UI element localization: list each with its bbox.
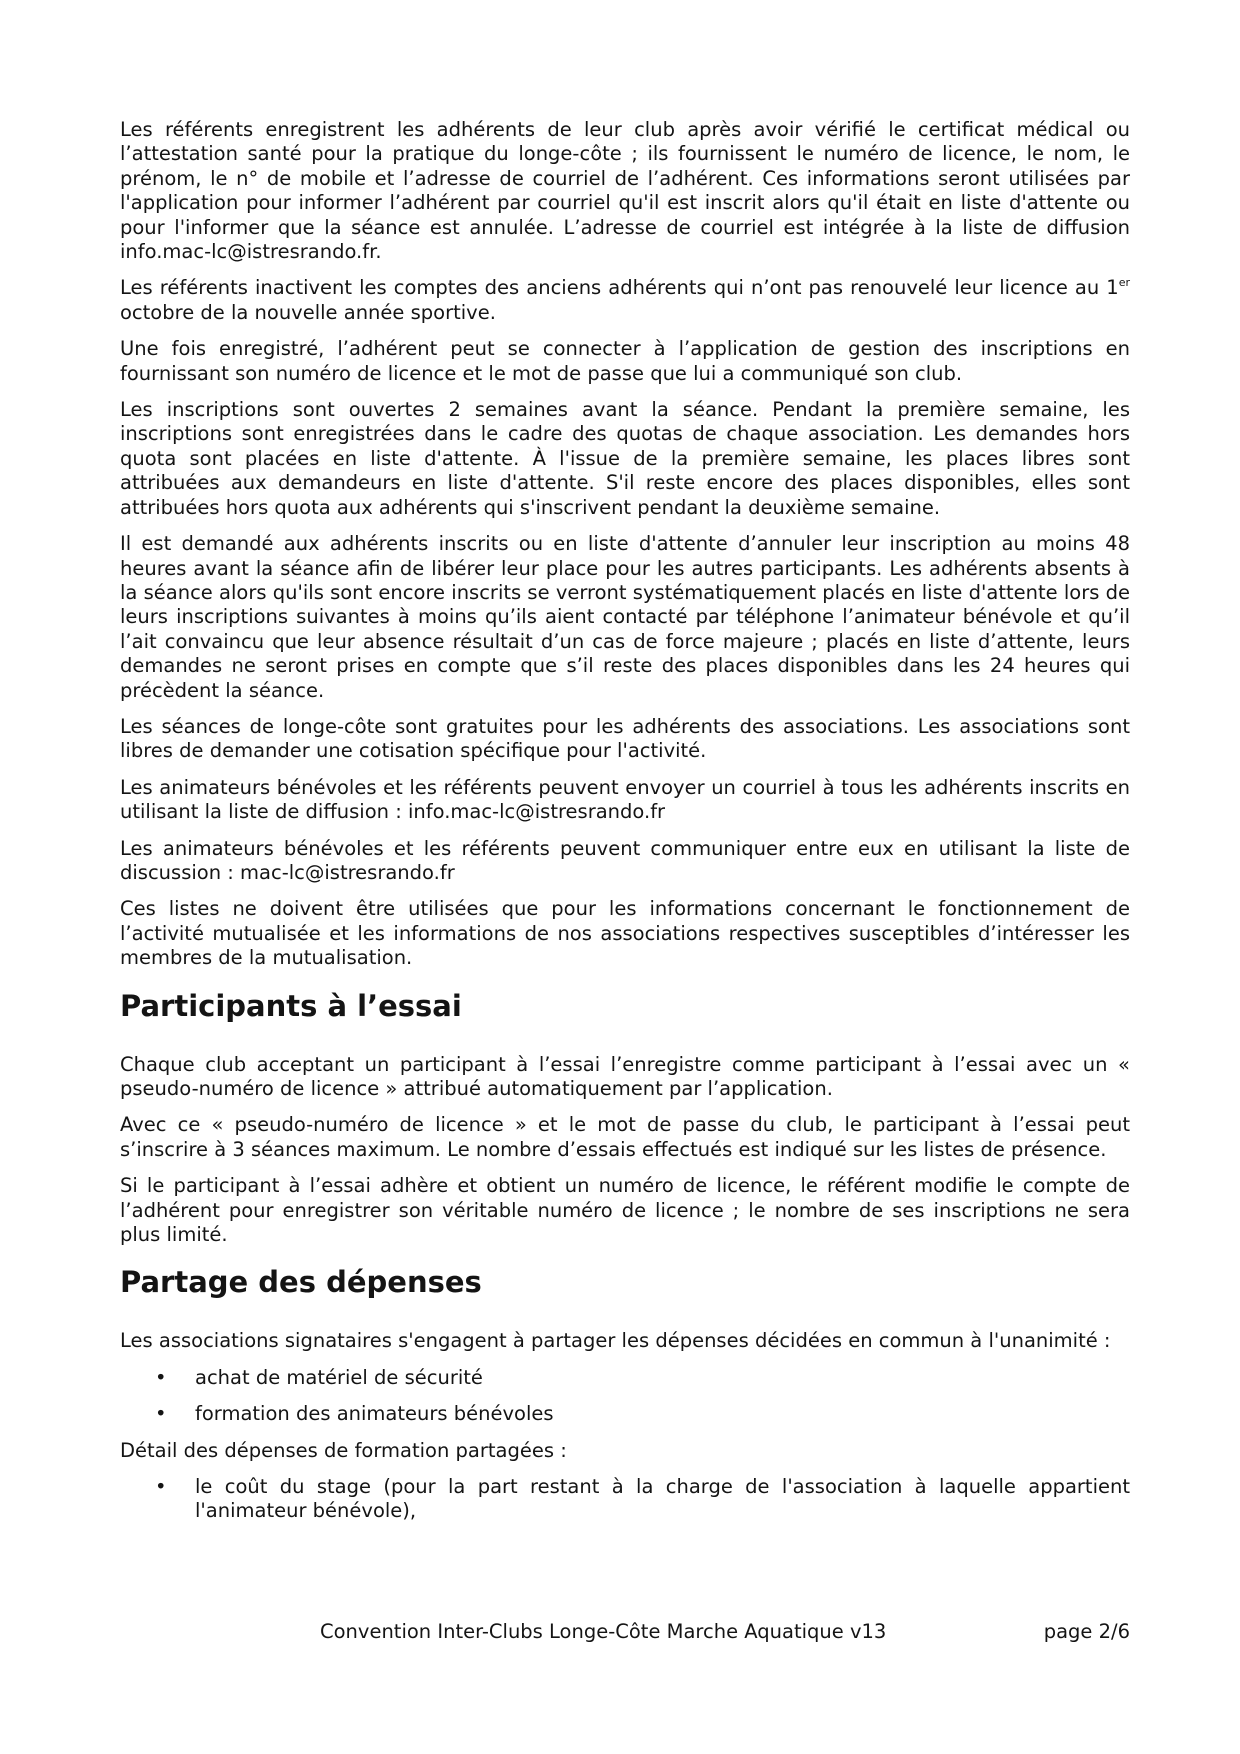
list-item (120, 1366, 1130, 1390)
paragraph-depenses-intro: Les associations signataires s'engagent à partager les dépenses décidées en commun à l'unanimité : (120, 1329, 1111, 1353)
list-item-text: le coût du stage (pour la part restant à la charge de l'association à laquelle appartient l'animateur bénévole), (195, 1475, 1130, 1523)
bullet-list-depenses (120, 1366, 1130, 1427)
paragraph-essai-pseudo-licence: Avec ce « pseudo-numéro de licence » et le mot de passe du club, le participant à l’essai peut s’inscrire à 3 séances maximum. Le nombre d’essais effectués est indiqué sur les listes de présence. (120, 1113, 1130, 1161)
paragraph-inscriptions: Les inscriptions sont ouvertes 2 semaines avant la séance. Pendant la première semaine, les inscriptions sont enregistrées dans le cadre des quotas de chaque association. Les demandes hors quota sont placées en liste d'attente. À l'issue de la première semaine, les places libres sont attribuées aux demandeurs en liste d'attente. S'il reste encore des places disponibles, elles sont attribuées hors quota aux adhérents qui s'inscrivent pendant la deuxième semaine. (120, 398, 1130, 519)
bullet-list-formation (120, 1475, 1130, 1524)
footer-page-number: page 2/6 (1043, 1620, 1130, 1643)
list-item-text: achat de matériel de sécurité (195, 1365, 483, 1389)
bullet-icon: • (155, 1365, 167, 1389)
document-page (120, 118, 1130, 1536)
bullet-icon: • (155, 1475, 167, 1499)
paragraph-detail-formation: Détail des dépenses de formation partagées : (120, 1438, 567, 1462)
list-item (120, 1402, 1130, 1426)
paragraph-connexion: Une fois enregistré, l’adhérent peut se connecter à l’application de gestion des inscriptions en fournissant son numéro de licence et le mot de passe que lui a communiqué son club. (120, 337, 1130, 385)
paragraph-gratuite: Les séances de longe-côte sont gratuites pour les adhérents des associations. Les associations sont libres de demander une cotisation spécifique pour l'activité. (120, 714, 1130, 763)
paragraph-inactivation-start: Les référents inactivent les comptes des anciens adhérents qui n’ont pas renouvelé leur licence au 1 (120, 276, 1119, 300)
footer-document-title: Convention Inter-Clubs Longe-Côte Marche Aquatique v13 (320, 1620, 887, 1643)
paragraph-essai-adhesion: Si le participant à l’essai adhère et obtient un numéro de licence, le référent modifie le compte de l’adhérent pour enregistrer son véritable numéro de licence ; le nombre de ses inscriptions ne sera plus limité. (120, 1174, 1130, 1247)
page-footer (120, 1620, 1130, 1650)
ordinal-superscript: er (1118, 276, 1130, 290)
bullet-icon: • (155, 1402, 167, 1426)
section-heading-depenses: Partage des dépenses (120, 1265, 482, 1300)
paragraph-inactivation-end: octobre de la nouvelle année sportive. (120, 300, 496, 324)
section-heading-essai: Participants à l’essai (120, 988, 462, 1023)
paragraph-essai-enregistrement: Chaque club acceptant un participant à l’essai l’enregistre comme participant à l’essai avec un « pseudo-numéro de licence » attribué automatiquement par l’application. (120, 1052, 1130, 1100)
paragraph-inactivation (120, 276, 1130, 325)
paragraph-liste-discussion: Les animateurs bénévoles et les référents peuvent communiquer entre eux en utilisant la liste de discussion : mac-lc@istresrando.fr (120, 836, 1130, 884)
paragraph-liste-diffusion: Les animateurs bénévoles et les référents peuvent envoyer un courriel à tous les adhérents inscrits en utilisant la liste de diffusion : info.mac-lc@istresrando.fr (120, 775, 1130, 824)
list-item (120, 1475, 1130, 1524)
paragraph-referents: Les référents enregistrent les adhérents de leur club après avoir vérifié le certificat médical ou l’attestation santé pour la pratique du longe-côte ; ils fournissent le numéro de licence, le nom, le prénom, le n° de mobile et l’adresse de courriel de l’adhérent. Ces informations seront utilisées par l'application pour informer l’adhérent par courriel qu'il est inscrit alors qu'il était en liste d'attente ou pour l'informer que la séance est annulée. L’adresse de courriel est intégrée à la liste de diffusion info.mac-lc@istresrando.fr. (120, 118, 1130, 264)
paragraph-annulation: Il est demandé aux adhérents inscrits ou en liste d'attente d’annuler leur inscription au moins 48 heures avant la séance afin de libérer leur place pour les autres participants. Les adhérents absents à la séance alors qu'ils sont encore inscrits se verront systématiquement placés en liste d'attente lors de leurs inscriptions suivantes à moins qu’ils aient contacté par téléphone l’animateur bénévole et qu’il l’ait convaincu que leur absence résultait d’un cas de force majeure ; placés en liste d’attente, leurs demandes ne seront prises en compte que s’il reste des places disponibles dans les 24 heures qui précèdent la séance. (120, 532, 1130, 702)
paragraph-usage-listes: Ces listes ne doivent être utilisées que pour les informations concernant le fonctionnement de l’activité mutualisée et les informations de nos associations respectives susceptibles d’intéresser les membres de la mutualisation. (120, 897, 1130, 970)
list-item-text: formation des animateurs bénévoles (195, 1402, 554, 1426)
